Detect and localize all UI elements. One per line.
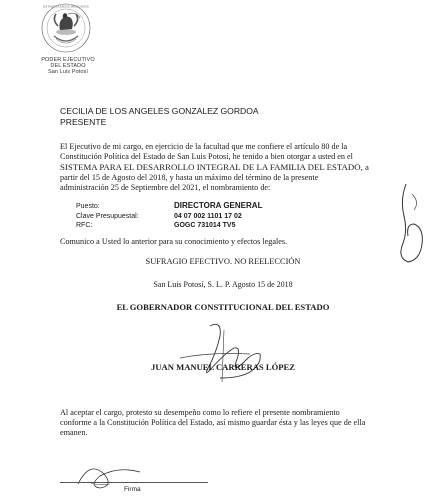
signature-label: Firma xyxy=(124,486,141,493)
seal-ring-text: ESTADOS UNIDOS MEXICANOS xyxy=(43,4,89,9)
motto: SUFRAGIO EFECTIVO. NO REELECCIÓN xyxy=(145,257,301,266)
recipient-greeting: PRESENTE xyxy=(60,117,107,127)
governor-name: JUAN MANUEL CARRERAS LÓPEZ xyxy=(151,362,295,372)
appointment-paragraph xyxy=(60,142,386,193)
acceptance-line: Al aceptar el cargo, protesto su desempeño como lo refiere el presente nombramiento xyxy=(60,408,340,417)
acceptance-paragraph xyxy=(60,408,386,439)
signature-line xyxy=(60,482,208,483)
acceptance-line: emanen. xyxy=(60,428,88,438)
paragraph-line: El Ejecutivo de mi cargo, en ejercicio de la facultad que me confiere el artículo 80 de la xyxy=(60,142,348,151)
acceptance-line: conforme a la Constitución Política del Estado, así mismo guardar ésta y las leyes que de ella xyxy=(60,418,366,428)
recipient-name: CECILIA DE LOS ANGELES GONZALEZ GORDOA xyxy=(60,106,259,116)
header-line-3: San Luis Potosí xyxy=(47,69,89,75)
header-line-2: DEL ESTADO xyxy=(50,63,86,69)
place-date: San Luis Potosí, S. L. P. Agosto 15 de 2018 xyxy=(153,280,293,289)
field-value-puesto: DIRECTORA GENERAL xyxy=(174,201,263,210)
field-label-rfc: RFC: xyxy=(76,222,93,229)
coat-of-arms-seal xyxy=(36,2,96,56)
paragraph-line: SISTEMA PARA EL DESARROLLO INTEGRAL DE LA FAMILIA DEL ESTADO, a xyxy=(60,162,369,173)
governor-signature xyxy=(150,318,300,388)
paragraph-line: partir del 15 de Agosto del 2018, y hasta un máximo del término de la presente xyxy=(60,172,319,182)
margin-signature xyxy=(392,180,432,270)
header-line-1: PODER EJECUTIVO xyxy=(41,57,95,63)
field-value-rfc: GOGC 731014 TV5 xyxy=(174,222,236,229)
governor-title: EL GOBERNADOR CONSTITUCIONAL DEL ESTADO xyxy=(116,302,330,312)
communication-text: Comunico a Usted lo anterior para su conocimiento y efectos legales. xyxy=(60,237,288,246)
field-label-clave: Clave Presupuestal: xyxy=(76,213,139,220)
field-value-clave: 04 07 002 1101 17 02 xyxy=(174,213,242,220)
recipient-block xyxy=(60,106,259,128)
paragraph-line: Constitución Política del Estado de San Luis Potosí, he tenido a bien otorgar a usted en el xyxy=(60,152,353,162)
field-label-puesto: Puesto: xyxy=(76,203,100,210)
paragraph-line: administración 25 de Septiembre del 2021, el nombramiento de: xyxy=(60,182,271,192)
